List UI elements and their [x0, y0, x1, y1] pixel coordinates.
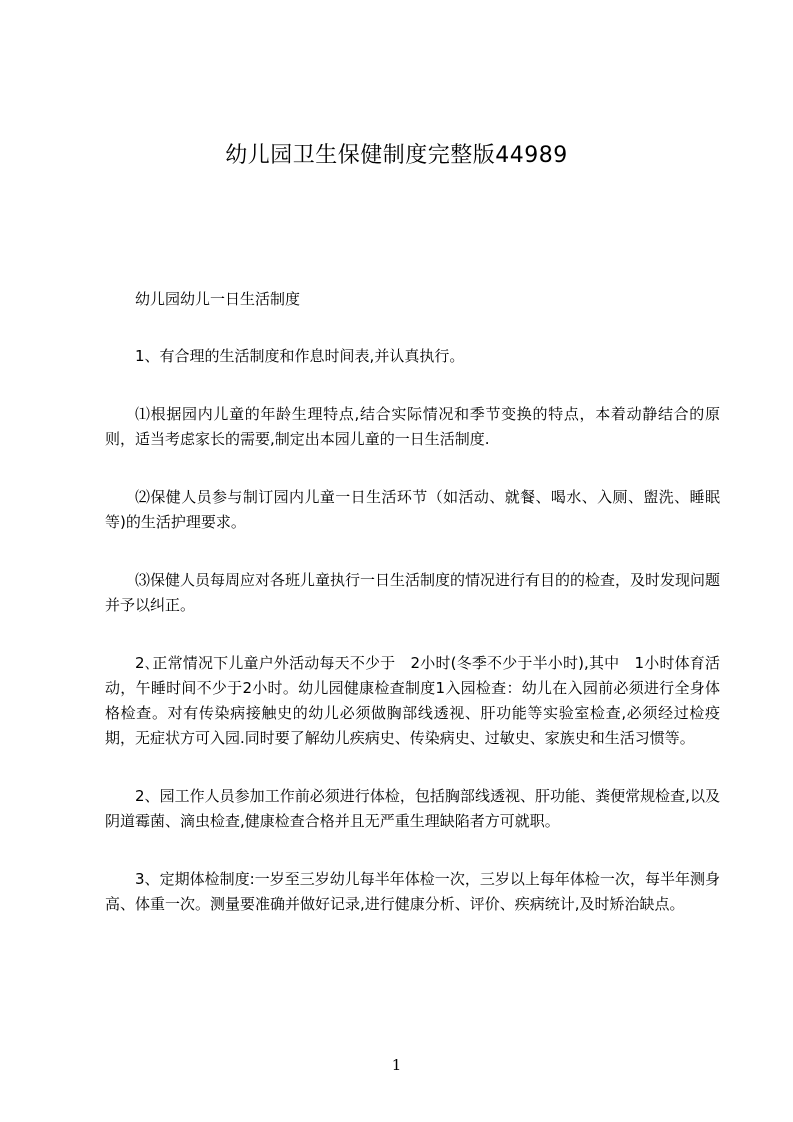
paragraph: ⑵保健人员参与制订园内儿童一日生活环节（如活动、就餐、喝水、入厕、盥洗、睡眠等)的生活护理要求。 — [105, 488, 720, 531]
document-body — [105, 287, 720, 950]
document-title: 幼儿园卫生保健制度完整版44989 — [225, 143, 568, 168]
paragraph: 1、有合理的生活制度和作息时间表,并认真执行。 — [135, 347, 465, 365]
section-heading: 幼儿园幼儿一日生活制度 — [135, 290, 301, 308]
paragraph: 3、定期体检制度:一岁至三岁幼儿每半年体检一次，三岁以上每年体检一次，每半年测身高、体重一次。测量要准确并做好记录,进行健康分析、评价、疾病统计,及时矫治缺点。 — [105, 870, 720, 913]
page-number: 1 — [391, 1056, 402, 1074]
paragraph: 2､正常情况下儿童户外活动每天不少于 2小时(冬季不少于半小时),其中 1小时体育活动，午睡时间不少于2小时。幼儿园健康检查制度1入园检查：幼儿在入园前必须进行全身体格检查。对有传染病接触史的幼儿必须做胸部线透视、肝功能等实验室检查,必须经过检疫期，无症状方可入园.同时要了解幼儿疾病史、传染病史、过敏史、家族史和生活习惯等。 — [105, 654, 720, 747]
paragraph: ⑴根据园内儿童的年龄生理特点,结合实际情况和季节变换的特点，本着动静结合的原则，适当考虑家长的需要,制定出本园儿童的一日生活制度. — [105, 405, 720, 448]
paragraph: 2、园工作人员参加工作前必须进行体检，包括胸部线透视、肝功能、粪便常规检查,以及阴道霉菌、滴虫检查,健康检查合格并且无严重生理缺陷者方可就职。 — [105, 787, 720, 830]
paragraph: ⑶保健人员每周应对各班儿童执行一日生活制度的情况进行有目的的检查，及时发现问题并予以纠正。 — [105, 571, 721, 614]
